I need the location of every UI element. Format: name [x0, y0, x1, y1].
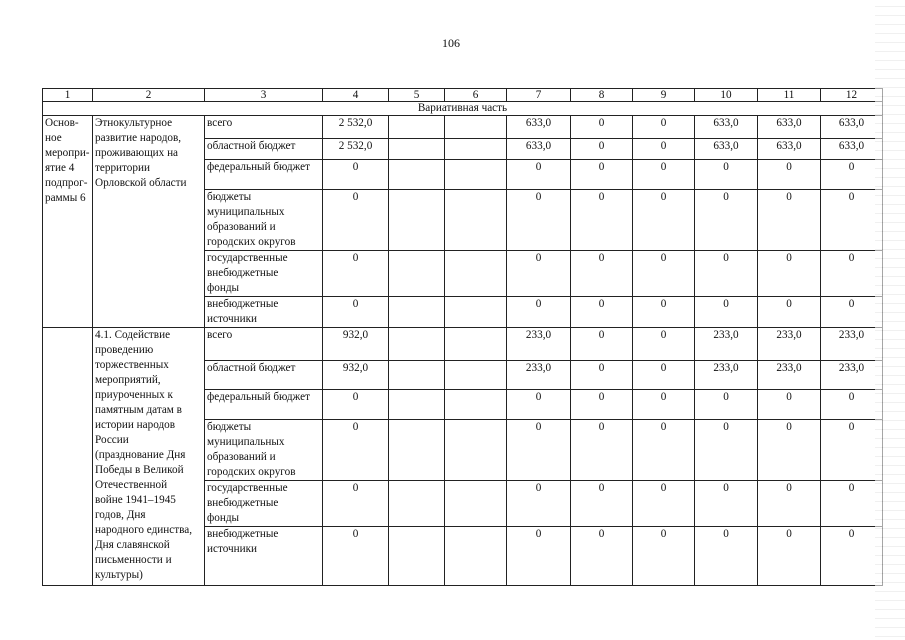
value-cell-c4: 932,0: [323, 361, 389, 390]
value-cell-c6: [445, 297, 507, 328]
value-cell-c6: [445, 328, 507, 361]
column-number-cell: 4: [323, 89, 389, 102]
value-cell-c7: 0: [507, 420, 571, 481]
value-cell-c12: 0: [821, 527, 883, 586]
value-cell-c10: 0: [695, 160, 758, 190]
value-cell-c8: 0: [571, 361, 633, 390]
value-cell-c11: 233,0: [758, 328, 821, 361]
funding-source-cell: федеральный бюджет: [205, 390, 323, 420]
section-title-row: [43, 102, 883, 116]
value-cell-c10: 0: [695, 190, 758, 251]
funding-source-cell: государственные внебюджетные фонды: [205, 251, 323, 297]
value-cell-c9: 0: [633, 481, 695, 527]
value-cell-c11: 233,0: [758, 361, 821, 390]
budget-table: [42, 88, 883, 586]
value-cell-c6: [445, 251, 507, 297]
value-cell-c11: 0: [758, 390, 821, 420]
value-cell-c6: [445, 527, 507, 586]
value-cell-c12: 633,0: [821, 139, 883, 160]
funding-source-cell: внебюджетные источники: [205, 297, 323, 328]
value-cell-c6: [445, 481, 507, 527]
value-cell-c4: 0: [323, 190, 389, 251]
value-cell-c10: 0: [695, 481, 758, 527]
value-cell-c12: 0: [821, 390, 883, 420]
value-cell-c12: 233,0: [821, 328, 883, 361]
column-number-cell: 6: [445, 89, 507, 102]
value-cell-c11: 0: [758, 481, 821, 527]
value-cell-c9: 0: [633, 116, 695, 139]
value-cell-c9: 0: [633, 139, 695, 160]
value-cell-c7: 0: [507, 190, 571, 251]
value-cell-c9: 0: [633, 527, 695, 586]
funding-source-cell: бюджеты муниципальных образований и городских округов: [205, 190, 323, 251]
column-number-cell: 7: [507, 89, 571, 102]
funding-source-cell: областной бюджет: [205, 139, 323, 160]
value-cell-c11: 0: [758, 160, 821, 190]
value-cell-c8: 0: [571, 527, 633, 586]
value-cell-c7: 0: [507, 390, 571, 420]
value-cell-c9: 0: [633, 297, 695, 328]
value-cell-c6: [445, 190, 507, 251]
value-cell-c5: [389, 420, 445, 481]
column-number-cell: 3: [205, 89, 323, 102]
value-cell-c4: 0: [323, 420, 389, 481]
value-cell-c9: 0: [633, 390, 695, 420]
value-cell-c8: 0: [571, 420, 633, 481]
section-title: Вариативная часть: [43, 102, 883, 116]
value-cell-c8: 0: [571, 251, 633, 297]
value-cell-c8: 0: [571, 390, 633, 420]
value-cell-c8: 0: [571, 328, 633, 361]
value-cell-c12: 633,0: [821, 116, 883, 139]
value-cell-c5: [389, 116, 445, 139]
value-cell-c7: 0: [507, 297, 571, 328]
value-cell-c11: 0: [758, 527, 821, 586]
value-cell-c5: [389, 251, 445, 297]
column-number-cell: 1: [43, 89, 93, 102]
value-cell-c7: 0: [507, 160, 571, 190]
value-cell-c4: 0: [323, 297, 389, 328]
column-number-cell: 11: [758, 89, 821, 102]
funding-source-cell: внебюджетные источники: [205, 527, 323, 586]
value-cell-c10: 633,0: [695, 116, 758, 139]
activity-name-cell: 4.1. Содействие проведению торжественных мероприятий, приуроченных к памятным датам в истории народов России (празднование Дня Победы в Великой Отечественной войне 1941–1945 годов, Дня народного единства, Дня славянской письменности и культуры): [93, 328, 205, 586]
value-cell-c7: 0: [507, 251, 571, 297]
value-cell-c11: 633,0: [758, 139, 821, 160]
value-cell-c5: [389, 297, 445, 328]
value-cell-c11: 0: [758, 297, 821, 328]
table-row: [43, 328, 883, 361]
scan-edge: [875, 0, 905, 640]
column-number-cell: 8: [571, 89, 633, 102]
value-cell-c8: 0: [571, 481, 633, 527]
value-cell-c12: 0: [821, 297, 883, 328]
column-number-cell: 5: [389, 89, 445, 102]
value-cell-c5: [389, 361, 445, 390]
value-cell-c6: [445, 390, 507, 420]
value-cell-c5: [389, 160, 445, 190]
value-cell-c9: 0: [633, 160, 695, 190]
value-cell-c8: 0: [571, 160, 633, 190]
value-cell-c12: 0: [821, 251, 883, 297]
value-cell-c12: 233,0: [821, 361, 883, 390]
activity-code-cell: [43, 328, 93, 586]
funding-source-cell: федеральный бюджет: [205, 160, 323, 190]
funding-source-cell: всего: [205, 328, 323, 361]
value-cell-c4: 932,0: [323, 328, 389, 361]
value-cell-c8: 0: [571, 297, 633, 328]
value-cell-c7: 633,0: [507, 116, 571, 139]
value-cell-c9: 0: [633, 420, 695, 481]
value-cell-c5: [389, 527, 445, 586]
activity-code-cell: Основ- ное меропри- ятие 4 подпрог- раммы 6: [43, 116, 93, 328]
activity-name-cell: Этнокультурное развитие народов, проживающих на территории Орловской области: [93, 116, 205, 328]
value-cell-c8: 0: [571, 190, 633, 251]
column-number-cell: 10: [695, 89, 758, 102]
value-cell-c10: 0: [695, 420, 758, 481]
value-cell-c10: 0: [695, 390, 758, 420]
funding-source-cell: государственные внебюджетные фонды: [205, 481, 323, 527]
column-number-cell: 12: [821, 89, 883, 102]
value-cell-c7: 0: [507, 481, 571, 527]
value-cell-c6: [445, 361, 507, 390]
value-cell-c9: 0: [633, 190, 695, 251]
value-cell-c12: 0: [821, 481, 883, 527]
value-cell-c11: 0: [758, 190, 821, 251]
value-cell-c6: [445, 160, 507, 190]
value-cell-c11: 0: [758, 251, 821, 297]
value-cell-c5: [389, 390, 445, 420]
value-cell-c11: 633,0: [758, 116, 821, 139]
value-cell-c12: 0: [821, 190, 883, 251]
value-cell-c10: 0: [695, 297, 758, 328]
value-cell-c10: 233,0: [695, 361, 758, 390]
value-cell-c6: [445, 116, 507, 139]
column-number-cell: 2: [93, 89, 205, 102]
value-cell-c5: [389, 328, 445, 361]
value-cell-c9: 0: [633, 251, 695, 297]
table-row: [43, 116, 883, 139]
value-cell-c5: [389, 190, 445, 251]
value-cell-c12: 0: [821, 420, 883, 481]
page-number: 106: [442, 36, 460, 50]
value-cell-c7: 0: [507, 527, 571, 586]
value-cell-c7: 633,0: [507, 139, 571, 160]
column-number-cell: 9: [633, 89, 695, 102]
value-cell-c4: 0: [323, 527, 389, 586]
value-cell-c5: [389, 139, 445, 160]
funding-source-cell: бюджеты муниципальных образований и городских округов: [205, 420, 323, 481]
value-cell-c4: 0: [323, 251, 389, 297]
value-cell-c4: 0: [323, 481, 389, 527]
value-cell-c4: 0: [323, 160, 389, 190]
value-cell-c6: [445, 139, 507, 160]
value-cell-c10: 233,0: [695, 328, 758, 361]
funding-source-cell: всего: [205, 116, 323, 139]
value-cell-c4: 2 532,0: [323, 139, 389, 160]
value-cell-c12: 0: [821, 160, 883, 190]
value-cell-c10: 0: [695, 251, 758, 297]
value-cell-c4: 2 532,0: [323, 116, 389, 139]
funding-source-cell: областной бюджет: [205, 361, 323, 390]
value-cell-c7: 233,0: [507, 328, 571, 361]
value-cell-c7: 233,0: [507, 361, 571, 390]
value-cell-c9: 0: [633, 328, 695, 361]
value-cell-c9: 0: [633, 361, 695, 390]
value-cell-c8: 0: [571, 139, 633, 160]
value-cell-c6: [445, 420, 507, 481]
value-cell-c10: 633,0: [695, 139, 758, 160]
value-cell-c11: 0: [758, 420, 821, 481]
column-number-row: [43, 89, 883, 102]
value-cell-c4: 0: [323, 390, 389, 420]
value-cell-c10: 0: [695, 527, 758, 586]
value-cell-c5: [389, 481, 445, 527]
value-cell-c8: 0: [571, 116, 633, 139]
